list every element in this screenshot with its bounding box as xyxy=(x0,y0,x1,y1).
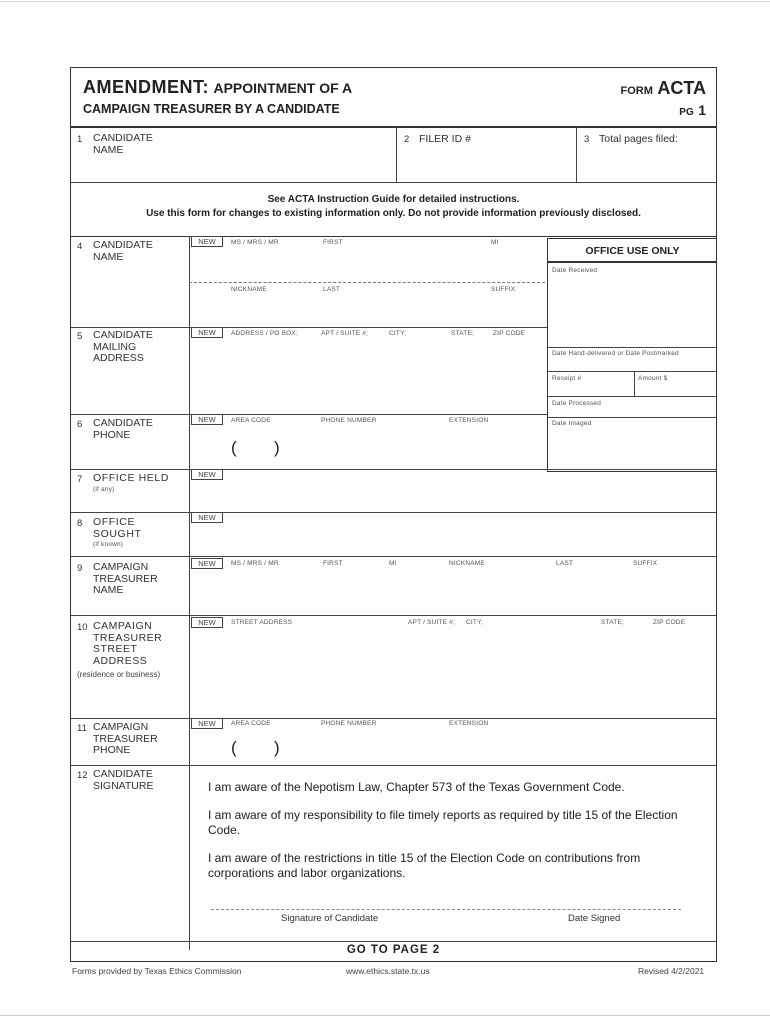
s12-statement-2: I am aware of my responsibility to file timely reports as required by title 15 of the Election Code. xyxy=(208,808,678,837)
s7-number: 7 xyxy=(77,474,83,485)
s6-area: AREA CODE xyxy=(231,417,271,424)
scan-top-edge xyxy=(0,1,770,2)
field-3-label: Total pages filed: xyxy=(599,133,678,145)
go-to-page-2: GO TO PAGE 2 xyxy=(346,944,441,956)
s11-label-b: TREASURER xyxy=(93,732,158,745)
s9-ms: MS / MRS / MR xyxy=(231,560,279,567)
s9-label xyxy=(93,562,158,597)
s6-phone-input[interactable] xyxy=(286,432,536,462)
office-date-imaged: Date Imaged xyxy=(552,420,592,427)
s4-last: LAST xyxy=(323,286,341,293)
office-use-title: OFFICE USE ONLY xyxy=(548,239,717,263)
s4-number: 4 xyxy=(77,241,83,252)
s5-apt: APT / SUITE #; xyxy=(321,330,369,337)
s5-address-input[interactable] xyxy=(191,340,541,410)
footer-website: www.ethics.state.tx.us xyxy=(346,966,430,976)
s4-new-checkbox[interactable]: NEW xyxy=(191,236,223,247)
office-line-1 xyxy=(548,347,717,348)
s10-label-c: STREET xyxy=(93,643,138,655)
s9-suffix: SUFFIX xyxy=(633,560,658,567)
divider-1-2 xyxy=(396,126,397,182)
s5-number: 5 xyxy=(77,331,83,342)
s4-label-b: NAME xyxy=(93,250,124,263)
s11-label-a: CAMPAIGN xyxy=(93,721,149,733)
signature-label: Signature of Candidate xyxy=(281,913,379,924)
office-use-box xyxy=(547,238,716,472)
s5-zip: ZIP CODE xyxy=(493,330,526,337)
s6-ext: EXTENSION xyxy=(449,417,489,424)
s8-label-b: SOUGHT xyxy=(93,527,142,540)
office-postmarked: Date Hand-delivered or Date Postmarked xyxy=(552,350,679,357)
s11-paren-open: ( xyxy=(231,738,237,757)
s6-label xyxy=(93,418,153,441)
s8-label xyxy=(93,517,142,540)
s11-paren-close: ) xyxy=(274,738,280,757)
s10-label-d: ADDRESS xyxy=(93,654,148,667)
s9-new-checkbox[interactable]: NEW xyxy=(191,558,223,569)
s9-mi: MI xyxy=(389,560,397,567)
office-receipt: Receipt # xyxy=(552,375,582,382)
s5-state: STATE; xyxy=(451,330,474,337)
s11-label-c: PHONE xyxy=(93,744,131,756)
field-1-label-b: NAME xyxy=(93,143,124,156)
page-num: 1 xyxy=(698,102,706,118)
s4-mid-line xyxy=(189,282,545,283)
s5-divider xyxy=(71,414,547,415)
s11-new-checkbox[interactable]: NEW xyxy=(191,718,223,729)
office-date-processed: Date Processed xyxy=(552,400,602,407)
title-line2: CAMPAIGN TREASURER BY A CANDIDATE xyxy=(83,102,340,116)
s12-number: 12 xyxy=(77,770,88,781)
s9-divider xyxy=(71,615,716,616)
field-2-label: FILER ID # xyxy=(419,133,471,145)
office-line-4 xyxy=(548,417,717,418)
field-1-label xyxy=(93,133,153,156)
s6-new-checkbox[interactable]: NEW xyxy=(191,414,223,425)
s7-office-held-input[interactable] xyxy=(226,478,706,508)
date-signed-label: Date Signed xyxy=(568,913,621,924)
s12-label xyxy=(93,769,153,792)
s11-number: 11 xyxy=(77,723,87,734)
s8-divider xyxy=(71,556,716,557)
form-prefix: FORM xyxy=(620,85,653,97)
s10-street: STREET ADDRESS xyxy=(231,619,293,626)
s12-statement-3: I am aware of the restrictions in title 15 of the Election Code on contributions from corporations and labor organizations. xyxy=(208,851,641,880)
s10-label-b: TREASURER xyxy=(93,631,163,644)
acta-form xyxy=(70,67,717,962)
s7-label-a: OFFICE HELD xyxy=(93,472,170,484)
s6-number: 6 xyxy=(77,419,83,430)
field-1-number: 1 xyxy=(77,134,83,145)
s9-nickname: NICKNAME xyxy=(449,560,485,567)
office-amount: Amount $ xyxy=(638,375,668,382)
office-line-3 xyxy=(548,396,717,397)
s4-first: FIRST xyxy=(323,239,343,246)
footer-left: Forms provided by Texas Ethics Commission xyxy=(72,966,242,976)
s11-phone-input[interactable] xyxy=(286,733,686,761)
s9-first: FIRST xyxy=(323,560,343,567)
signature-input[interactable] xyxy=(211,888,681,908)
form-code-block xyxy=(621,78,707,99)
s4-label xyxy=(93,240,153,263)
s9-name-input[interactable] xyxy=(191,570,711,612)
s9-number: 9 xyxy=(77,563,83,574)
s10-number: 10 xyxy=(77,622,88,633)
s4-mi: MI xyxy=(491,239,499,246)
page-block xyxy=(679,102,706,120)
s4-ms: MS / MRS / MR xyxy=(231,239,279,246)
s4-nickname-input[interactable] xyxy=(191,294,541,324)
title-main: AMENDMENT: xyxy=(83,77,209,97)
s8-office-sought-input[interactable] xyxy=(226,523,706,553)
office-receipt-divider xyxy=(634,371,635,396)
filer-id-input[interactable] xyxy=(401,148,561,178)
instructions-line1: See ACTA Instruction Guide for detailed instructions. xyxy=(267,194,520,205)
s12-label-a: CANDIDATE xyxy=(93,768,153,780)
s6-phone: PHONE NUMBER xyxy=(321,417,377,424)
s4-suffix: SUFFIX xyxy=(491,286,516,293)
s10-address-input[interactable] xyxy=(191,630,711,710)
scan-bottom-edge xyxy=(0,1015,770,1016)
footer-revised: Revised 4/2/2021 xyxy=(638,966,705,976)
header-divider xyxy=(71,126,716,128)
s10-city: CITY; xyxy=(466,619,484,626)
s5-city: CITY; xyxy=(389,330,407,337)
s6-label-b: PHONE xyxy=(93,428,131,441)
s4-label-a: CANDIDATE xyxy=(93,239,153,251)
s8-number: 8 xyxy=(77,518,83,529)
s12-label-b: SIGNATURE xyxy=(93,779,154,792)
row1-divider xyxy=(71,182,716,183)
s9-last: LAST xyxy=(556,560,574,567)
s10-divider xyxy=(71,718,716,719)
s11-area: AREA CODE xyxy=(231,720,271,727)
page-prefix: PG xyxy=(679,107,694,118)
s8-new-checkbox[interactable]: NEW xyxy=(191,512,223,523)
s4-name-input[interactable] xyxy=(191,248,541,280)
s7-label-b: (if any) xyxy=(93,486,115,493)
signature-line xyxy=(211,909,681,910)
s9-label-b: TREASURER xyxy=(93,572,158,585)
s11-divider xyxy=(71,765,716,766)
s4-nickname: NICKNAME xyxy=(231,286,267,293)
s7-new-checkbox[interactable]: NEW xyxy=(191,469,223,480)
s10-label-e: (residence or business) xyxy=(77,670,161,679)
s9-label-a: CAMPAIGN xyxy=(93,561,149,573)
divider-2-3 xyxy=(576,126,577,182)
field-1-label-a: CANDIDATE xyxy=(93,132,153,144)
s11-label xyxy=(93,722,158,757)
form-code: ACTA xyxy=(657,78,706,98)
s6-label-a: CANDIDATE xyxy=(93,417,153,429)
office-date-received: Date Received xyxy=(552,267,598,274)
label-column-divider xyxy=(189,236,190,950)
instructions-line2: Use this form for changes to existing information only. Do not provide information previously disclosed. xyxy=(146,208,641,219)
s12-divider xyxy=(71,941,716,942)
s5-label-a: CANDIDATE xyxy=(93,329,153,341)
s8-label-c: (if known) xyxy=(93,541,124,548)
s6-divider xyxy=(71,469,716,470)
form-title xyxy=(83,77,352,98)
s10-apt: APT / SUITE #; xyxy=(408,619,456,626)
s10-label xyxy=(93,621,162,667)
s5-label-c: ADDRESS xyxy=(93,352,144,364)
s10-label-a: CAMPAIGN xyxy=(93,620,153,632)
s5-label-b: MAILING xyxy=(93,340,137,353)
s6-paren-open: ( xyxy=(231,438,237,457)
s9-label-c: NAME xyxy=(93,584,124,596)
s8-label-a: OFFICE xyxy=(93,516,136,528)
office-line-2 xyxy=(548,371,717,372)
title-rest: APPOINTMENT OF A xyxy=(213,80,353,96)
s11-phone: PHONE NUMBER xyxy=(321,720,377,727)
s10-state: STATE; xyxy=(601,619,624,626)
s5-new-checkbox[interactable]: NEW xyxy=(191,327,223,338)
s10-zip: ZIP CODE xyxy=(653,619,686,626)
field-3-number: 3 xyxy=(584,134,590,145)
s10-new-checkbox[interactable]: NEW xyxy=(191,617,223,628)
s5-label xyxy=(93,330,153,365)
field-2-number: 2 xyxy=(404,134,410,145)
s7-divider xyxy=(71,512,716,513)
s6-paren-close: ) xyxy=(274,438,280,457)
s11-ext: EXTENSION xyxy=(449,720,489,727)
s4-divider xyxy=(71,327,547,328)
instructions-divider xyxy=(71,236,716,237)
s12-statement-1: I am aware of the Nepotism Law, Chapter 573 of the Texas Government Code. xyxy=(208,780,625,794)
s5-address: ADDRESS / PO BOX; xyxy=(231,330,298,337)
